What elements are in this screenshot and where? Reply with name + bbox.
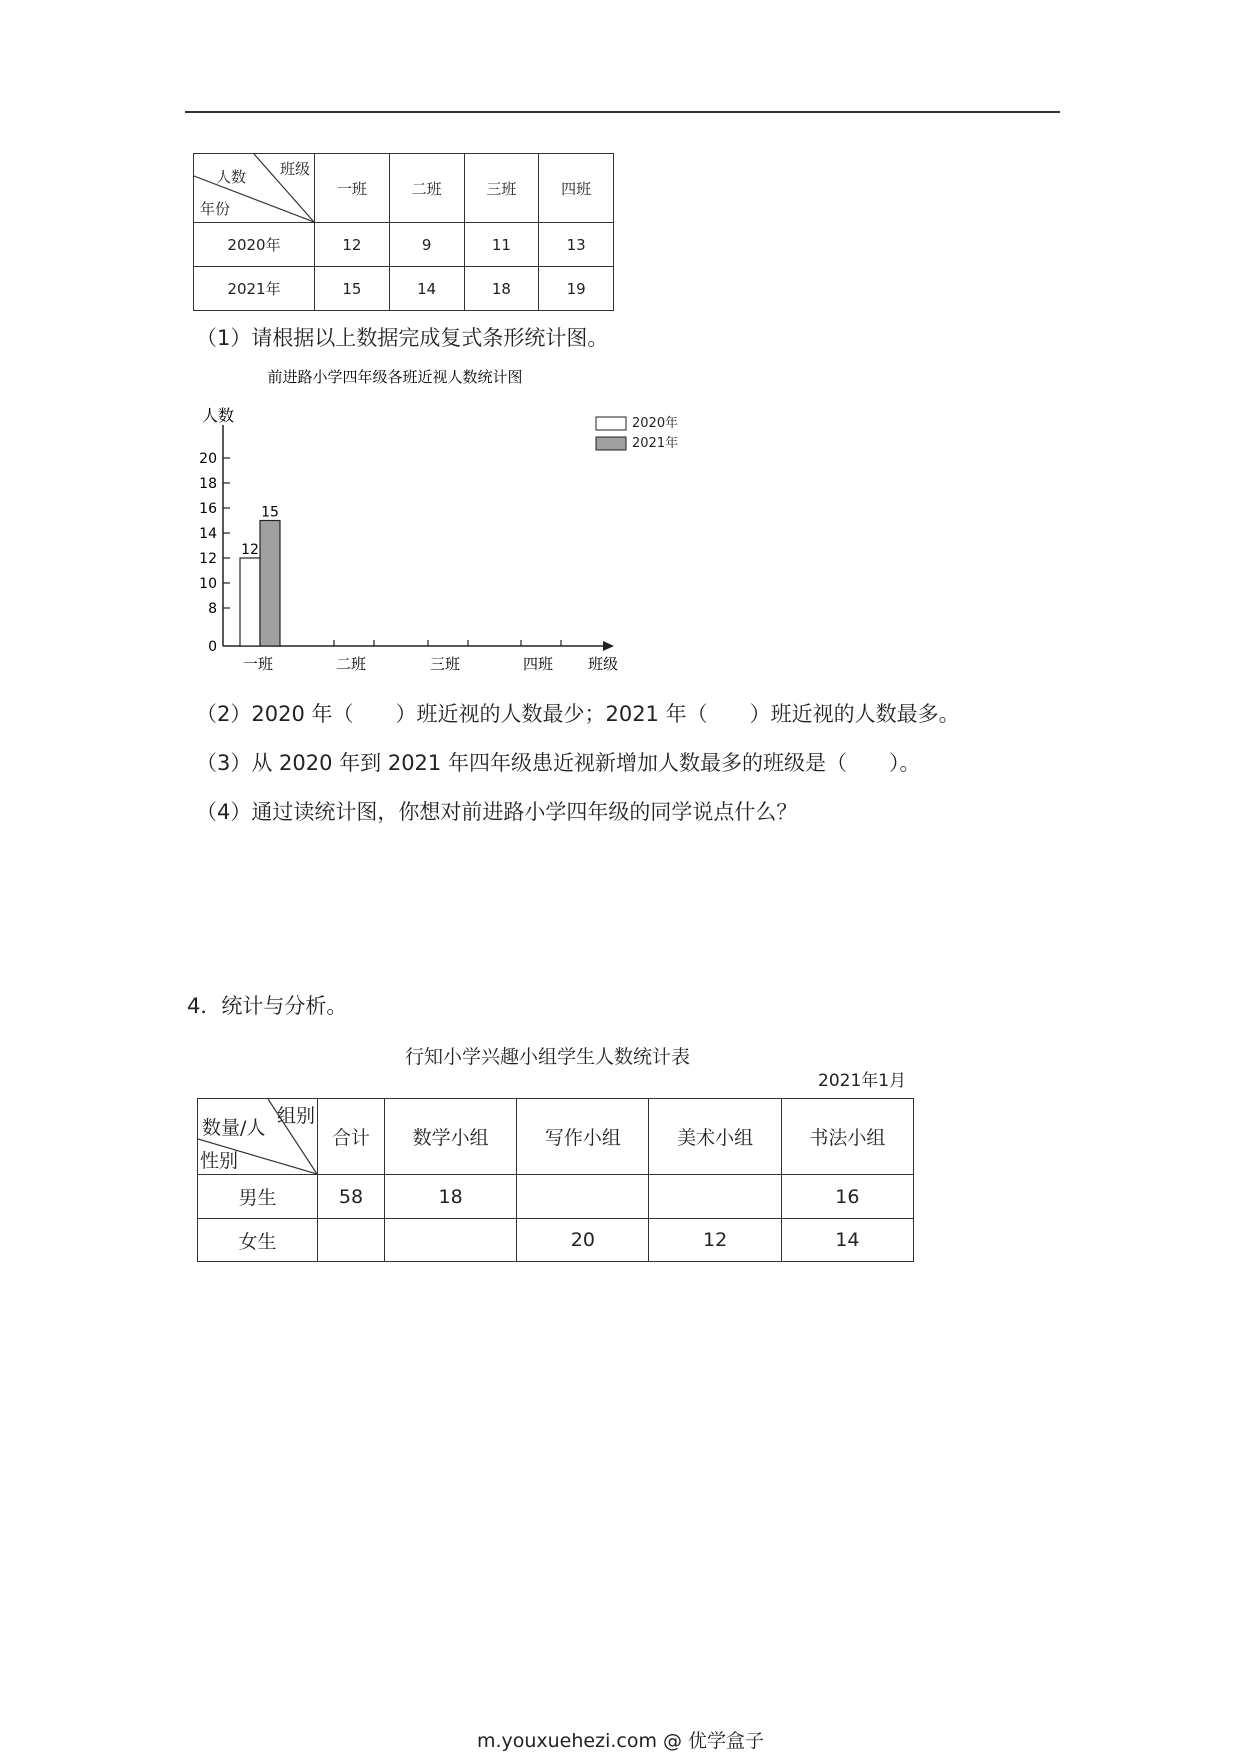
table-row [194, 223, 614, 267]
table2-corner-bottom: 性别 [200, 1150, 239, 1172]
table2-cell: 58 [318, 1175, 385, 1219]
interest-group-table [197, 1098, 914, 1262]
x-tick-label: 二班 [335, 655, 367, 673]
legend-swatch-2021 [596, 437, 626, 450]
x-tick-label: 一班 [242, 655, 274, 673]
table2-date: 2021年1月 [818, 1071, 907, 1091]
table2-header: 书法小组 [781, 1099, 913, 1175]
table1-header: 一班 [315, 154, 390, 223]
table2-cell: 18 [384, 1175, 516, 1219]
table1-header: 四班 [539, 154, 614, 223]
table1-corner-bottom: 年份 [200, 200, 231, 218]
bar-2021年 [260, 521, 280, 647]
table1-header: 二班 [389, 154, 464, 223]
table2-cell [517, 1175, 649, 1219]
y-tick-label: 16 [199, 501, 217, 517]
myopia-table [193, 153, 614, 311]
table2-cell: 16 [781, 1175, 913, 1219]
table2-corner-top: 组别 [276, 1105, 315, 1127]
table2-cell: 20 [517, 1219, 649, 1262]
table1-cell: 12 [315, 223, 390, 267]
x-tick-label: 三班 [429, 655, 461, 673]
table1-cell: 14 [389, 267, 464, 311]
bar-data-label: 12 [241, 542, 259, 558]
question-1: （1）请根据以上数据完成复式条形统计图。 [196, 326, 609, 350]
y-tick-label: 10 [199, 576, 217, 592]
table1-corner [194, 154, 315, 223]
table2-row-label: 女生 [198, 1219, 318, 1262]
x-axis-arrow [603, 641, 614, 651]
y-axis-label: 人数 [202, 406, 235, 425]
table2-header: 合计 [318, 1099, 385, 1175]
legend-2021: 2021年 [632, 436, 679, 451]
table1-header: 三班 [464, 154, 539, 223]
table2-cell: 14 [781, 1219, 913, 1262]
y-tick-label: 20 [199, 451, 217, 467]
table1-cell: 15 [315, 267, 390, 311]
table2-corner [198, 1099, 318, 1175]
y-tick-label: 18 [199, 476, 217, 492]
table-row [198, 1175, 914, 1219]
header-rule [185, 111, 1060, 113]
table2-cell [318, 1219, 385, 1262]
table-row [194, 267, 614, 311]
table2-title: 行知小学兴趣小组学生人数统计表 [405, 1046, 691, 1068]
section-4-heading: 4．统计与分析。 [187, 994, 348, 1018]
table1-row-label: 2021年 [194, 267, 315, 311]
y-tick-label: 0 [208, 639, 217, 655]
myopia-bar-chart [190, 365, 640, 675]
bar-2020年 [240, 558, 260, 646]
question-3: （3）从 2020 年到 2021 年四年级患近视新增加人数最多的班级是（ ）。 [196, 751, 921, 775]
table2-header: 写作小组 [517, 1099, 649, 1175]
table1-corner-top: 班级 [279, 160, 310, 178]
y-tick-label: 8 [208, 601, 217, 617]
table2-corner-mid: 数量/人 [202, 1117, 266, 1139]
question-4: （4）通过读统计图，你想对前进路小学四年级的同学说点什么？ [196, 800, 798, 824]
table2-cell [649, 1175, 781, 1219]
table2-row-label: 男生 [198, 1175, 318, 1219]
table1-cell: 9 [389, 223, 464, 267]
y-tick-label: 14 [199, 526, 217, 542]
y-tick-label: 12 [199, 551, 217, 567]
table2-header: 数学小组 [384, 1099, 516, 1175]
legend-swatch-2020 [596, 417, 626, 430]
x-tick-label: 四班 [522, 655, 554, 673]
table1-cell: 19 [539, 267, 614, 311]
table2-cell [384, 1219, 516, 1262]
chart-legend [632, 414, 678, 454]
table-row [198, 1219, 914, 1262]
question-2: （2）2020 年（ ）班近视的人数最少；2021 年（ ）班近视的人数最多。 [196, 702, 960, 726]
table2-header: 美术小组 [649, 1099, 781, 1175]
x-axis-label: 班级 [588, 655, 619, 673]
chart-title: 前进路小学四年级各班近视人数统计图 [267, 368, 523, 386]
bar-data-label: 15 [261, 504, 279, 521]
table1-cell: 13 [539, 223, 614, 267]
table2-cell: 12 [649, 1219, 781, 1262]
table1-corner-mid: 人数 [216, 168, 247, 186]
table1-cell: 18 [464, 267, 539, 311]
footer-text: m.youxuehezi.com @ 优学盒子 [476, 1730, 765, 1752]
legend-2020: 2020年 [632, 416, 679, 431]
table1-row-label: 2020年 [194, 223, 315, 267]
table1-cell: 11 [464, 223, 539, 267]
